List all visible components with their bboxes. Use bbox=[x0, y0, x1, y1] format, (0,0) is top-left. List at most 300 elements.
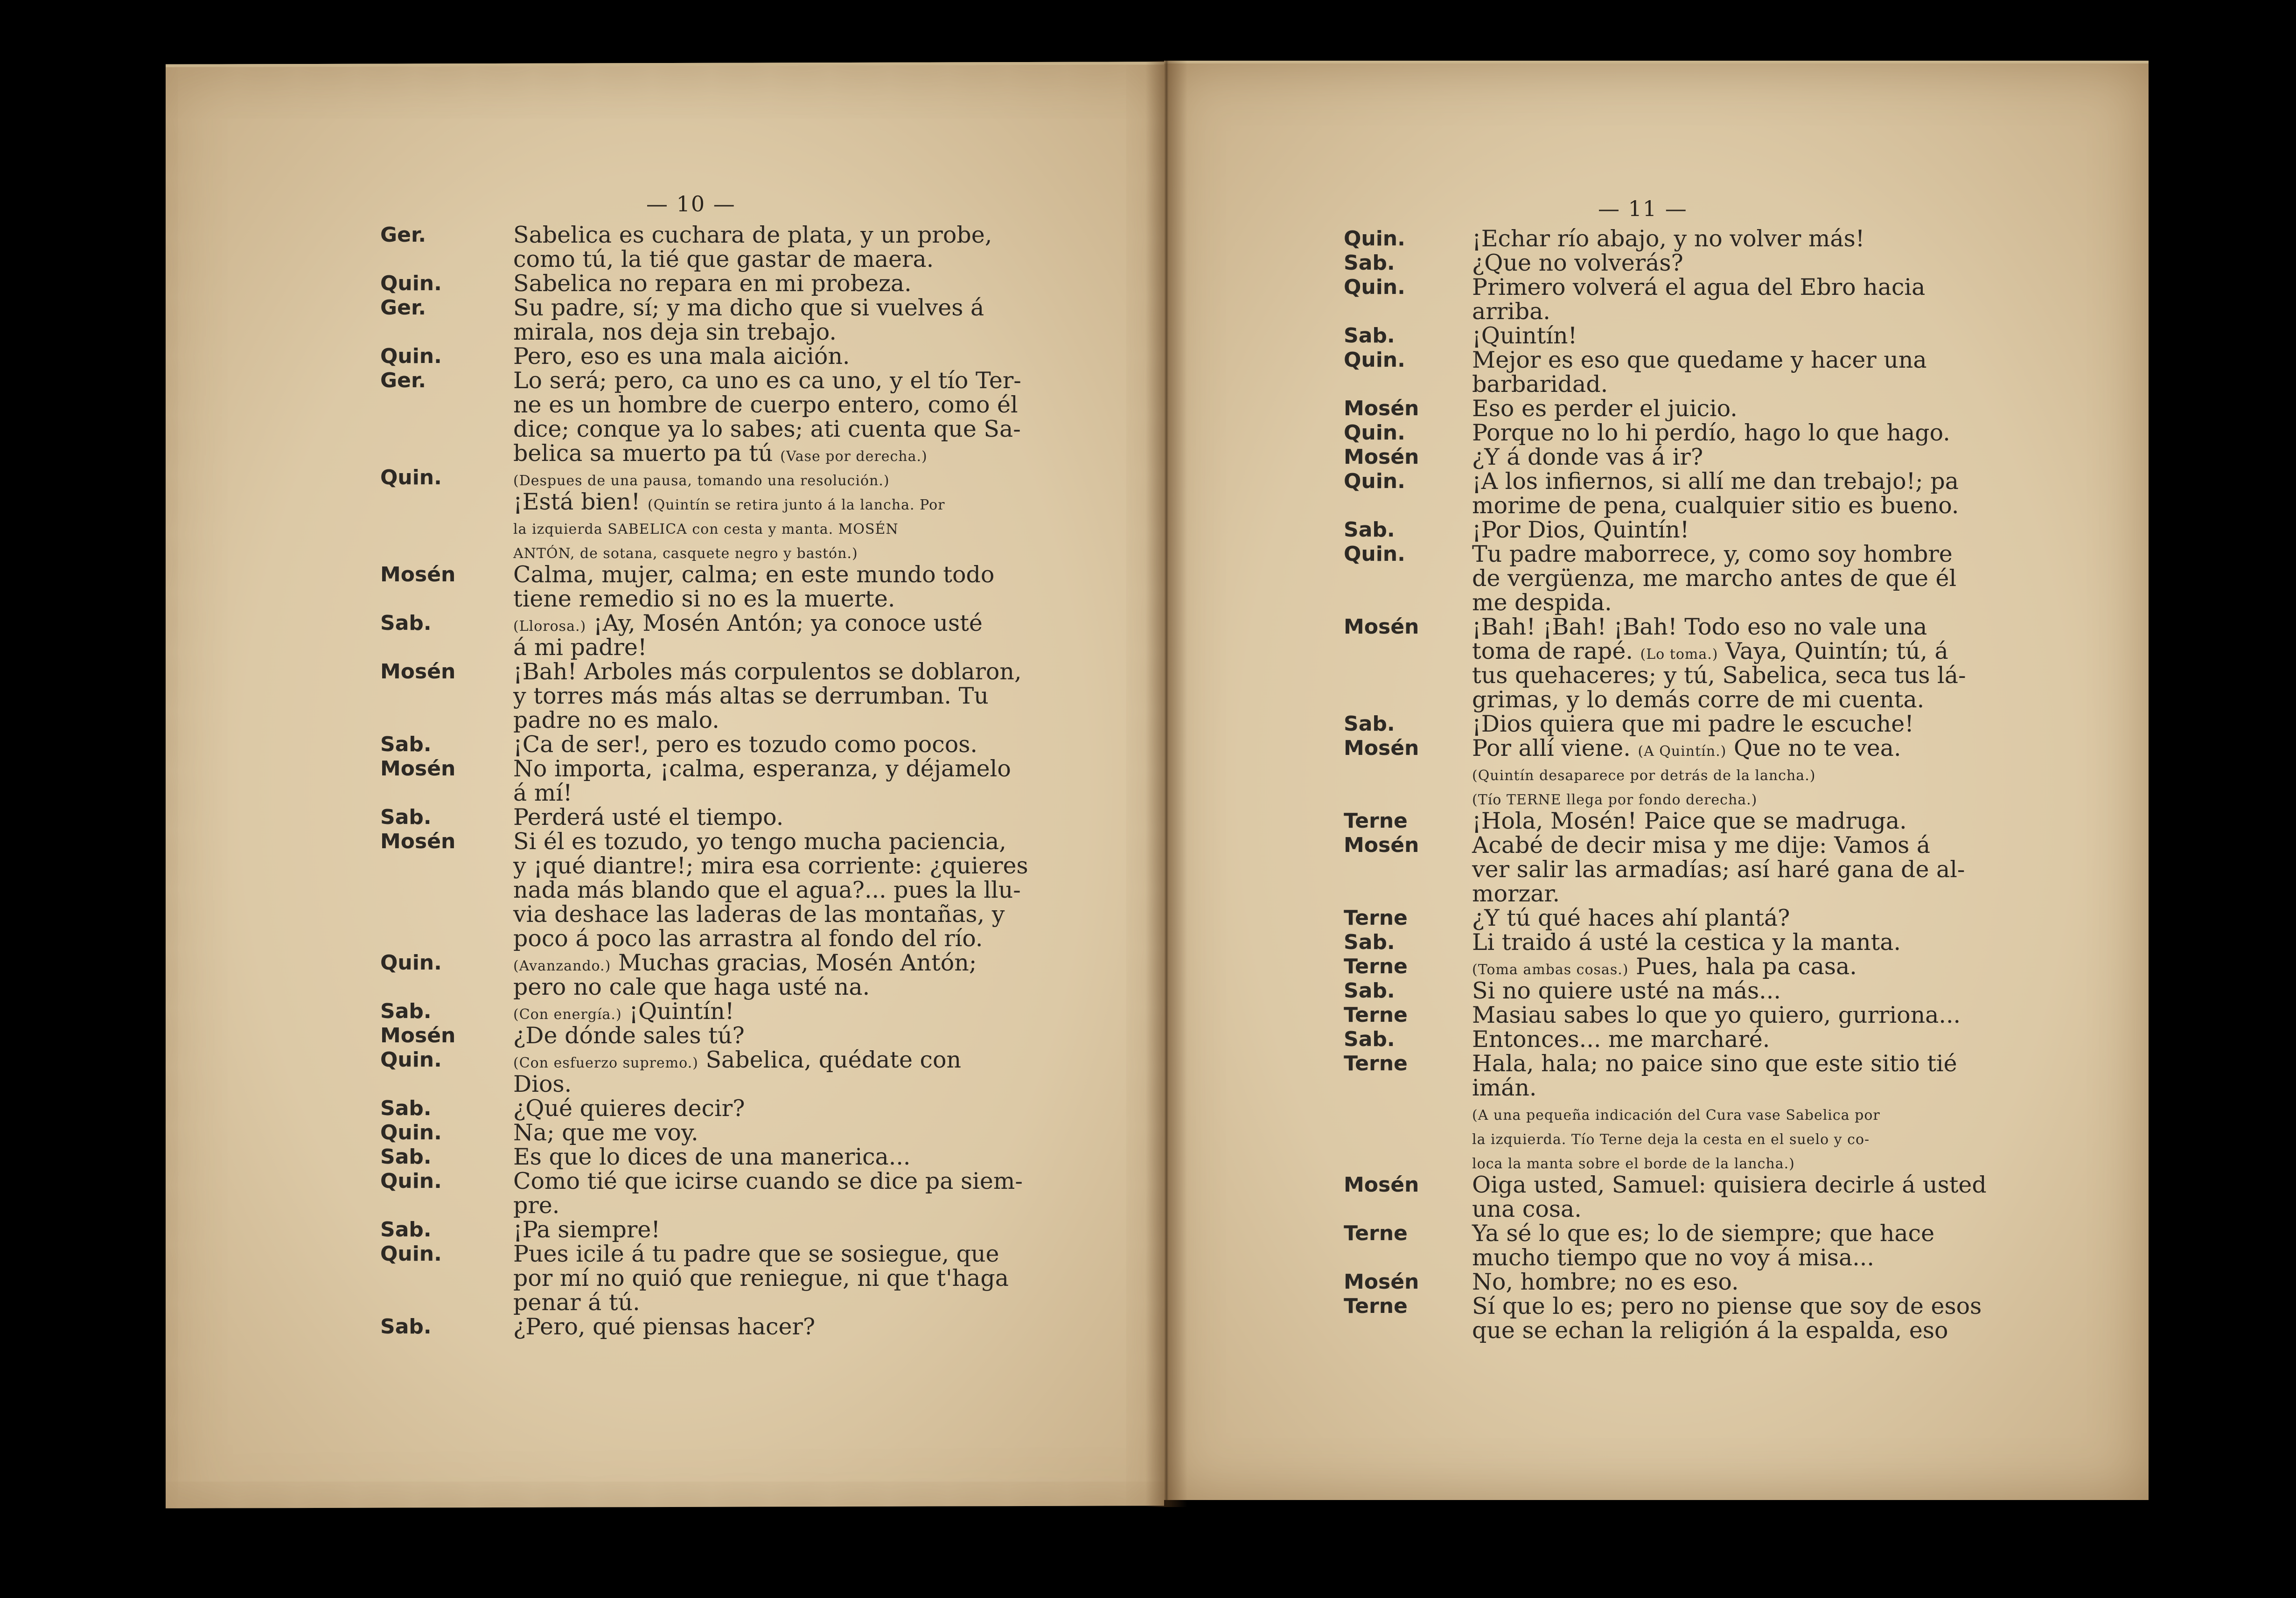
dialogue-text bbox=[1472, 688, 1924, 712]
dialogue-text bbox=[513, 1315, 815, 1339]
speech-text: ¡Está bien! bbox=[513, 488, 641, 515]
speech-text: ¡Dios quiera que mi padre le escuche! bbox=[1472, 711, 1914, 737]
dialogue-text bbox=[513, 296, 984, 320]
speech-text: grimas, y lo demás corre de mi cuenta. bbox=[1472, 686, 1925, 713]
dialogue-text bbox=[1472, 372, 1608, 397]
speaker-label: Mosén bbox=[380, 830, 456, 853]
dialogue-text bbox=[1472, 1221, 1934, 1246]
speech-text: que se echan la religión á la espalda, eso bbox=[1472, 1317, 1948, 1344]
speech-text: morzar. bbox=[1472, 880, 1560, 907]
speech-text: Dios. bbox=[513, 1071, 572, 1097]
dialogue-line bbox=[380, 587, 1005, 611]
speech-text: ¡Quintín! bbox=[629, 998, 734, 1025]
dialogue-line bbox=[1344, 979, 1950, 1003]
speaker-label: Sab. bbox=[1344, 518, 1395, 542]
speaker-label: Mosén bbox=[1344, 445, 1419, 469]
dialogue-text bbox=[513, 223, 992, 247]
dialogue-line bbox=[380, 320, 1005, 344]
speech-text: tiene remedio si no es la muerte. bbox=[513, 586, 895, 612]
dialogue-line bbox=[1344, 809, 1950, 833]
stage-direction: (Con energía.) bbox=[513, 1006, 622, 1023]
dialogue-line bbox=[380, 902, 1005, 927]
dialogue-line bbox=[1344, 275, 1950, 300]
speech-text: me despida. bbox=[1472, 589, 1612, 616]
speech-text: padre no es malo. bbox=[513, 707, 719, 733]
speech-text: Ya sé lo que es; lo de siempre; que hace bbox=[1472, 1220, 1935, 1247]
speech-text: Primero volverá el agua del Ebro hacia bbox=[1472, 274, 1926, 300]
dialogue-text bbox=[1472, 494, 1959, 518]
dialogue-text bbox=[1472, 1294, 1982, 1319]
dialogue-text bbox=[1472, 421, 1950, 445]
speech-text: ¡Pa siempre! bbox=[513, 1216, 661, 1243]
dialogue-line bbox=[1344, 1172, 1987, 1198]
speech-text: tus quehaceres; y tú, Sabelica, seca tus lá- bbox=[1472, 662, 1966, 689]
speaker-label: Quin. bbox=[380, 466, 442, 489]
dialogue-line bbox=[380, 733, 1005, 757]
dialogue-text bbox=[513, 708, 719, 733]
dialogue-text bbox=[1472, 712, 1914, 736]
speech-text: ¿Y á donde vas á ir? bbox=[1472, 444, 1703, 470]
dialogue-line bbox=[1344, 251, 1950, 275]
speech-text: imán. bbox=[1472, 1075, 1537, 1101]
speech-text: ¡Por Dios, Quintín! bbox=[1472, 516, 1689, 543]
speech-text: Calma, mujer, calma; en este mundo todo bbox=[513, 561, 995, 588]
speech-text: barbaridad. bbox=[1472, 371, 1608, 398]
dialogue-line bbox=[380, 927, 1005, 951]
dialogue-text bbox=[513, 490, 945, 517]
speech-text: mirala, nos deja sin trebajo. bbox=[513, 319, 837, 345]
speech-text: No importa, ¡calma, esperanza, y déjamelo bbox=[513, 755, 1011, 782]
dialogue-line bbox=[380, 975, 1005, 999]
stage-direction: la izquierda SABELICA con cesta y manta. MOSÉN bbox=[513, 521, 899, 537]
dialogue-line bbox=[380, 416, 1021, 442]
dialogue-text bbox=[1472, 469, 1959, 494]
speech-text: Por allí viene. bbox=[1472, 735, 1631, 761]
dialogue-line bbox=[380, 1096, 1005, 1121]
dialogue-line bbox=[1344, 1197, 1950, 1221]
dialogue-line bbox=[380, 1048, 1005, 1072]
dialogue-text bbox=[1472, 445, 1703, 469]
speech-text: Tu padre maborrece, y, como soy hombre bbox=[1472, 541, 1953, 567]
dialogue-line bbox=[1344, 591, 1950, 615]
dialogue-line bbox=[1344, 1076, 1950, 1100]
speaker-label: Mosén bbox=[1344, 736, 1419, 760]
dialogue-line bbox=[1344, 856, 1965, 883]
speaker-label: Terne bbox=[1344, 906, 1408, 930]
dialogue-line bbox=[1344, 227, 1950, 251]
speaker-label: Mosén bbox=[1344, 615, 1419, 639]
speech-text: como tú, la tié que gastar de maera. bbox=[513, 246, 934, 272]
dialogue-line bbox=[380, 755, 1011, 782]
dialogue-line bbox=[1344, 1221, 1950, 1246]
dialogue-text bbox=[513, 1291, 640, 1315]
speaker-label: Terne bbox=[1344, 1294, 1408, 1318]
speech-text: belica sa muerto pa tú bbox=[513, 440, 773, 467]
dialogue-text bbox=[513, 684, 989, 708]
speech-text: por mí no quió que reniegue, ni que t'haga bbox=[513, 1265, 1009, 1291]
speaker-label: Mosén bbox=[1344, 1173, 1419, 1197]
dialogue-line bbox=[380, 367, 1021, 394]
dialogue-line bbox=[1344, 1246, 1950, 1270]
dialogue-text bbox=[513, 1024, 745, 1048]
speaker-label: Sab. bbox=[380, 805, 432, 829]
left-dialogue-column bbox=[380, 222, 1028, 1340]
dialogue-line bbox=[1344, 1319, 1950, 1343]
dialogue-line bbox=[380, 1193, 1005, 1218]
stage-direction: (Toma ambas cosas.) bbox=[1472, 962, 1629, 978]
speech-text: de vergüenza, me marcho antes de que él bbox=[1472, 565, 1957, 592]
dialogue-text bbox=[1472, 1052, 1957, 1076]
dialogue-line bbox=[1344, 324, 1950, 348]
speaker-label: Mosén bbox=[1344, 397, 1419, 420]
speech-text: Acabé de decir misa y me dije: Vamos á bbox=[1472, 832, 1931, 858]
speech-text: Perderá usté el tiempo. bbox=[513, 804, 784, 830]
stage-direction: (Despues de una pausa, tomando una resolución.) bbox=[513, 473, 890, 489]
speech-text: via deshace las laderas de las montañas, y bbox=[513, 901, 1005, 928]
dialogue-line bbox=[1344, 639, 1950, 663]
dialogue-line bbox=[380, 1218, 1005, 1242]
speech-text: Es que lo dices de una manerica... bbox=[513, 1144, 911, 1170]
speech-text: Pues, hala pa casa. bbox=[1636, 953, 1857, 980]
dialogue-line bbox=[1344, 565, 1957, 592]
stage-direction: (A una pequeña indicación del Cura vase Sabelica por bbox=[1472, 1107, 1880, 1123]
speech-text: mucho tiempo que no voy á misa... bbox=[1472, 1244, 1874, 1271]
dialogue-text bbox=[1472, 1124, 1870, 1152]
speaker-label: Terne bbox=[1344, 955, 1408, 978]
speech-text: y ¡qué diantre!; mira esa corriente: ¿quieres bbox=[513, 852, 1028, 879]
dialogue-line bbox=[380, 658, 1022, 685]
speech-text: dice; conque ya lo sabes; ati cuenta que Sa- bbox=[513, 416, 1021, 442]
speaker-label: Sab. bbox=[380, 1145, 432, 1169]
speaker-label: Sab. bbox=[380, 733, 432, 756]
speech-text: ne es un hombre de cuerpo entero, como él bbox=[513, 391, 1018, 418]
dialogue-line bbox=[1344, 397, 1950, 421]
speaker-label: Sab. bbox=[380, 611, 432, 635]
dialogue-line bbox=[1344, 372, 1950, 397]
speaker-label: Quin. bbox=[380, 951, 442, 975]
dialogue-text bbox=[1472, 518, 1689, 542]
stage-direction: (Avanzando.) bbox=[513, 958, 611, 974]
speaker-label: Quin. bbox=[1344, 275, 1405, 299]
stage-direction: (Quintín se retira junto á la lancha. Por bbox=[647, 497, 945, 513]
speech-text: Oiga usted, Samuel: quisiera decirle á usted bbox=[1472, 1172, 1987, 1198]
dialogue-line bbox=[380, 490, 1005, 514]
speech-text: una cosa. bbox=[1472, 1196, 1582, 1222]
dialogue-text bbox=[1472, 906, 1790, 930]
dialogue-text bbox=[513, 1218, 660, 1242]
stage-direction: la izquierda. Tío Terne deja la cesta en el suelo y co- bbox=[1472, 1131, 1870, 1148]
dialogue-text bbox=[1472, 1246, 1874, 1270]
dialogue-text bbox=[513, 635, 647, 660]
dialogue-text bbox=[513, 902, 1005, 927]
dialogue-text bbox=[513, 272, 912, 296]
speech-text: Entonces... me marcharé. bbox=[1472, 1026, 1770, 1053]
dialogue-text bbox=[1472, 736, 1901, 764]
dialogue-text bbox=[513, 830, 1006, 854]
speech-text: poco á poco las arrastra al fondo del río. bbox=[513, 925, 983, 952]
left-page-number: — 10 — bbox=[646, 191, 736, 216]
dialogue-line bbox=[1344, 906, 1950, 930]
dialogue-line bbox=[1344, 518, 1950, 542]
speaker-label: Mosén bbox=[380, 757, 456, 781]
stage-direction: (A Quintín.) bbox=[1638, 743, 1727, 760]
speech-text: Pero, eso es una mala aición. bbox=[513, 343, 850, 370]
dialogue-line bbox=[1344, 955, 1950, 979]
dialogue-text bbox=[513, 975, 870, 999]
speech-text: y torres más más altas se derrumban. Tu bbox=[513, 683, 989, 709]
dialogue-text bbox=[513, 514, 899, 542]
dialogue-text bbox=[1472, 1173, 1987, 1197]
dialogue-line bbox=[380, 296, 1005, 320]
dialogue-line bbox=[380, 1291, 1005, 1315]
dialogue-text bbox=[513, 854, 1028, 878]
dialogue-line bbox=[380, 684, 1005, 708]
dialogue-text bbox=[1472, 566, 1956, 591]
speech-text: ¿Pero, qué piensas hacer? bbox=[513, 1313, 816, 1340]
dialogue-line bbox=[1344, 445, 1950, 469]
speech-text: Si no quiere usté na más... bbox=[1472, 977, 1781, 1004]
speaker-label: Quin. bbox=[1344, 469, 1405, 493]
dialogue-text bbox=[1472, 275, 1925, 300]
stage-direction: (Lo toma.) bbox=[1640, 646, 1718, 663]
speaker-label: Mosén bbox=[1344, 833, 1419, 857]
dialogue-text bbox=[1472, 397, 1738, 421]
speaker-label: Quin. bbox=[380, 1242, 442, 1266]
dialogue-line bbox=[1344, 1050, 1957, 1077]
speech-text: Que no te vea. bbox=[1733, 735, 1901, 761]
dialogue-text bbox=[513, 369, 1021, 393]
dialogue-text bbox=[1472, 1003, 1961, 1027]
dialogue-line bbox=[380, 247, 1005, 272]
speaker-label: Quin. bbox=[1344, 421, 1405, 445]
speaker-label: Terne bbox=[1344, 1221, 1408, 1245]
speaker-label: Mosén bbox=[380, 660, 456, 684]
speech-text: Lo será; pero, ca uno es ca uno, y el tío Ter- bbox=[513, 367, 1021, 394]
dialogue-line bbox=[1344, 833, 1950, 858]
dialogue-line bbox=[1344, 468, 1959, 495]
speech-text: ¡Echar río abajo, y no volver más! bbox=[1472, 225, 1865, 252]
dialogue-text bbox=[513, 563, 994, 587]
dialogue-line bbox=[380, 514, 1005, 538]
speech-text: Sabelica es cuchara de plata, y un probe, bbox=[513, 222, 992, 248]
dialogue-line bbox=[1344, 615, 1950, 639]
speech-text: ¿De dónde sales tú? bbox=[513, 1022, 745, 1049]
dialogue-text bbox=[1472, 1076, 1536, 1100]
speech-text: Muchas gracias, Mosén Antón; bbox=[618, 949, 977, 976]
speech-text: ¡Ay, Mosén Antón; ya conoce usté bbox=[593, 610, 983, 636]
dialogue-text bbox=[1472, 324, 1577, 348]
speech-text: Eso es perder el juicio. bbox=[1472, 395, 1738, 422]
dialogue-text bbox=[1472, 591, 1612, 615]
speech-text: nada más blando que el agua?... pues la llu- bbox=[513, 877, 1021, 903]
dialogue-text bbox=[513, 417, 1021, 441]
speaker-label: Sab. bbox=[1344, 324, 1395, 348]
dialogue-line bbox=[1344, 761, 1950, 785]
speech-text: ¡Quintín! bbox=[1472, 322, 1577, 349]
dialogue-text bbox=[1472, 1027, 1770, 1052]
dialogue-text bbox=[513, 805, 783, 830]
speaker-label: Mosén bbox=[1344, 1270, 1419, 1294]
dialogue-line bbox=[1344, 785, 1950, 809]
dialogue-text bbox=[1472, 1197, 1582, 1221]
dialogue-line bbox=[380, 1168, 1023, 1194]
dialogue-text bbox=[1472, 1319, 1948, 1343]
speech-text: á mí! bbox=[513, 780, 572, 806]
dialogue-line bbox=[380, 877, 1021, 903]
speaker-label: Quin. bbox=[380, 1169, 442, 1193]
speech-text: ver salir las armadías; así haré gana de al- bbox=[1472, 856, 1965, 883]
dialogue-text bbox=[513, 1048, 961, 1075]
right-dialogue-column bbox=[1344, 225, 1987, 1344]
dialogue-line bbox=[1344, 1149, 1950, 1173]
speaker-label: Mosén bbox=[380, 1024, 456, 1047]
dialogue-line bbox=[1344, 348, 1950, 372]
speaker-label: Quin. bbox=[380, 1048, 442, 1072]
right-page-number: — 11 — bbox=[1598, 196, 1688, 221]
dialogue-line bbox=[380, 1072, 1005, 1096]
dialogue-text bbox=[513, 927, 983, 951]
dialogue-line bbox=[380, 538, 1005, 563]
dialogue-text bbox=[513, 733, 977, 757]
dialogue-text bbox=[1472, 858, 1965, 882]
dialogue-text bbox=[513, 1193, 559, 1218]
stage-direction: (Tío TERNE llega por fondo derecha.) bbox=[1472, 792, 1758, 808]
dialogue-line bbox=[380, 830, 1005, 854]
dialogue-line bbox=[1344, 1124, 1950, 1149]
dialogue-line bbox=[380, 391, 1018, 418]
speech-text: Sabelica, quédate con bbox=[705, 1047, 962, 1073]
speech-text: Masiau sabes lo que yo quiero, gurriona... bbox=[1472, 1002, 1961, 1028]
speaker-label: Sab. bbox=[1344, 930, 1395, 954]
speech-text: Hala, hala; no paice sino que este sitio tié bbox=[1472, 1050, 1957, 1077]
speaker-label: Sab. bbox=[1344, 1027, 1395, 1051]
speech-text: pre. bbox=[513, 1192, 560, 1219]
speech-text: Si él es tozudo, yo tengo mucha paciencia, bbox=[513, 828, 1006, 855]
speech-text: ¡A los infiernos, si allí me dan trebajo!; pa bbox=[1472, 468, 1959, 495]
speaker-label: Sab. bbox=[380, 1218, 432, 1242]
dialogue-text bbox=[1472, 930, 1901, 955]
dialogue-line bbox=[380, 1145, 1005, 1169]
speaker-label: Ger. bbox=[380, 223, 426, 247]
speech-text: á mi padre! bbox=[513, 634, 647, 661]
dialogue-text bbox=[513, 1242, 999, 1266]
stage-direction: (Quintín desaparece por detrás de la lancha.) bbox=[1472, 768, 1816, 784]
stage-direction: loca la manta sobre el borde de la lancha.) bbox=[1472, 1156, 1795, 1172]
dialogue-line bbox=[380, 223, 1005, 247]
speaker-label: Quin. bbox=[380, 1121, 442, 1144]
dialogue-text bbox=[513, 1266, 1009, 1291]
speech-text: pero no cale que haga usté na. bbox=[513, 974, 870, 1000]
stage-direction: (Llorosa.) bbox=[513, 618, 586, 635]
dialogue-text bbox=[1472, 979, 1781, 1003]
dialogue-line bbox=[380, 563, 1005, 587]
speaker-label: Terne bbox=[1344, 809, 1408, 833]
dialogue-line bbox=[1344, 882, 1950, 906]
dialogue-line bbox=[380, 708, 1005, 733]
speech-text: morime de pena, cualquier sitio es bueno. bbox=[1472, 492, 1959, 519]
dialogue-text bbox=[1472, 809, 1907, 833]
dialogue-line bbox=[380, 1242, 1005, 1266]
dialogue-line bbox=[380, 466, 1005, 490]
stage-direction: (Con esfuerzo supremo.) bbox=[513, 1055, 698, 1071]
speaker-label: Mosén bbox=[380, 563, 456, 586]
speaker-label: Quin. bbox=[1344, 227, 1405, 251]
dialogue-line bbox=[1344, 421, 1950, 445]
dialogue-text bbox=[1472, 882, 1560, 906]
dialogue-text bbox=[513, 1169, 1023, 1193]
dialogue-text bbox=[1472, 227, 1864, 251]
speaker-label: Ger. bbox=[380, 369, 426, 392]
stage-direction: (Vase por derecha.) bbox=[780, 448, 928, 465]
speech-text: Sabelica no repara en mi probeza. bbox=[513, 270, 912, 297]
dialogue-text bbox=[1472, 348, 1927, 372]
speaker-label: Sab. bbox=[1344, 251, 1395, 275]
speaker-label: Terne bbox=[1344, 1003, 1408, 1027]
dialogue-line bbox=[1344, 541, 1953, 567]
speech-text: Vaya, Quintín; tú, á bbox=[1725, 638, 1948, 664]
speaker-label: Sab. bbox=[1344, 712, 1395, 736]
speech-text: ¡Ca de ser!, pero es tozudo como pocos. bbox=[513, 731, 977, 758]
dialogue-text bbox=[1472, 615, 1927, 639]
speaker-label: Quin. bbox=[380, 272, 442, 295]
dialogue-line bbox=[1344, 1293, 1982, 1319]
dialogue-text bbox=[1472, 1270, 1739, 1294]
dialogue-text bbox=[1472, 251, 1683, 275]
dialogue-line bbox=[1344, 712, 1950, 736]
dialogue-line bbox=[1344, 930, 1950, 955]
dialogue-text bbox=[1472, 300, 1550, 324]
dialogue-line bbox=[380, 1121, 1005, 1145]
speech-text: ¿Que no volverás? bbox=[1472, 250, 1683, 276]
dialogue-line bbox=[1344, 1270, 1950, 1294]
speech-text: arriba. bbox=[1472, 298, 1550, 325]
dialogue-line bbox=[380, 635, 1005, 660]
dialogue-line bbox=[1344, 492, 1959, 519]
speech-text: Como tié que icirse cuando se dice pa siem- bbox=[513, 1168, 1023, 1194]
dialogue-text bbox=[513, 344, 850, 369]
dialogue-line bbox=[380, 781, 1005, 805]
dialogue-text bbox=[513, 441, 928, 469]
dialogue-text bbox=[513, 587, 895, 611]
dialogue-line bbox=[380, 1024, 1005, 1048]
dialogue-text bbox=[513, 247, 934, 272]
dialogue-text bbox=[513, 1121, 698, 1145]
speaker-label: Sab. bbox=[380, 999, 432, 1023]
speech-text: Porque no lo hi perdío, hago lo que hago. bbox=[1472, 419, 1950, 446]
book-gutter bbox=[1145, 61, 1187, 1507]
dialogue-text bbox=[513, 878, 1021, 902]
dialogue-line bbox=[1344, 662, 1966, 689]
dialogue-text bbox=[1472, 833, 1930, 858]
dialogue-text bbox=[513, 1072, 572, 1096]
speech-text: Li traido á usté la cestica y la manta. bbox=[1472, 929, 1901, 956]
speech-text: toma de rapé. bbox=[1472, 638, 1633, 664]
speech-text: Su padre, sí; y ma dicho que si vuelves á bbox=[513, 294, 984, 321]
dialogue-line bbox=[1344, 1100, 1950, 1124]
speech-text: Mejor es eso que quedame y hacer una bbox=[1472, 347, 1927, 373]
dialogue-line bbox=[380, 344, 1005, 369]
dialogue-text bbox=[1472, 663, 1966, 688]
dialogue-line bbox=[1344, 300, 1950, 324]
speech-text: ¡Bah! Arboles más corpulentos se doblaron, bbox=[513, 658, 1022, 685]
dialogue-line bbox=[380, 805, 1005, 830]
dialogue-text bbox=[513, 781, 572, 805]
dialogue-line bbox=[380, 1315, 1005, 1339]
dialogue-line bbox=[380, 852, 1028, 879]
dialogue-text bbox=[513, 1145, 911, 1169]
dialogue-line bbox=[380, 1265, 1009, 1291]
speaker-label: Terne bbox=[1344, 1052, 1408, 1075]
